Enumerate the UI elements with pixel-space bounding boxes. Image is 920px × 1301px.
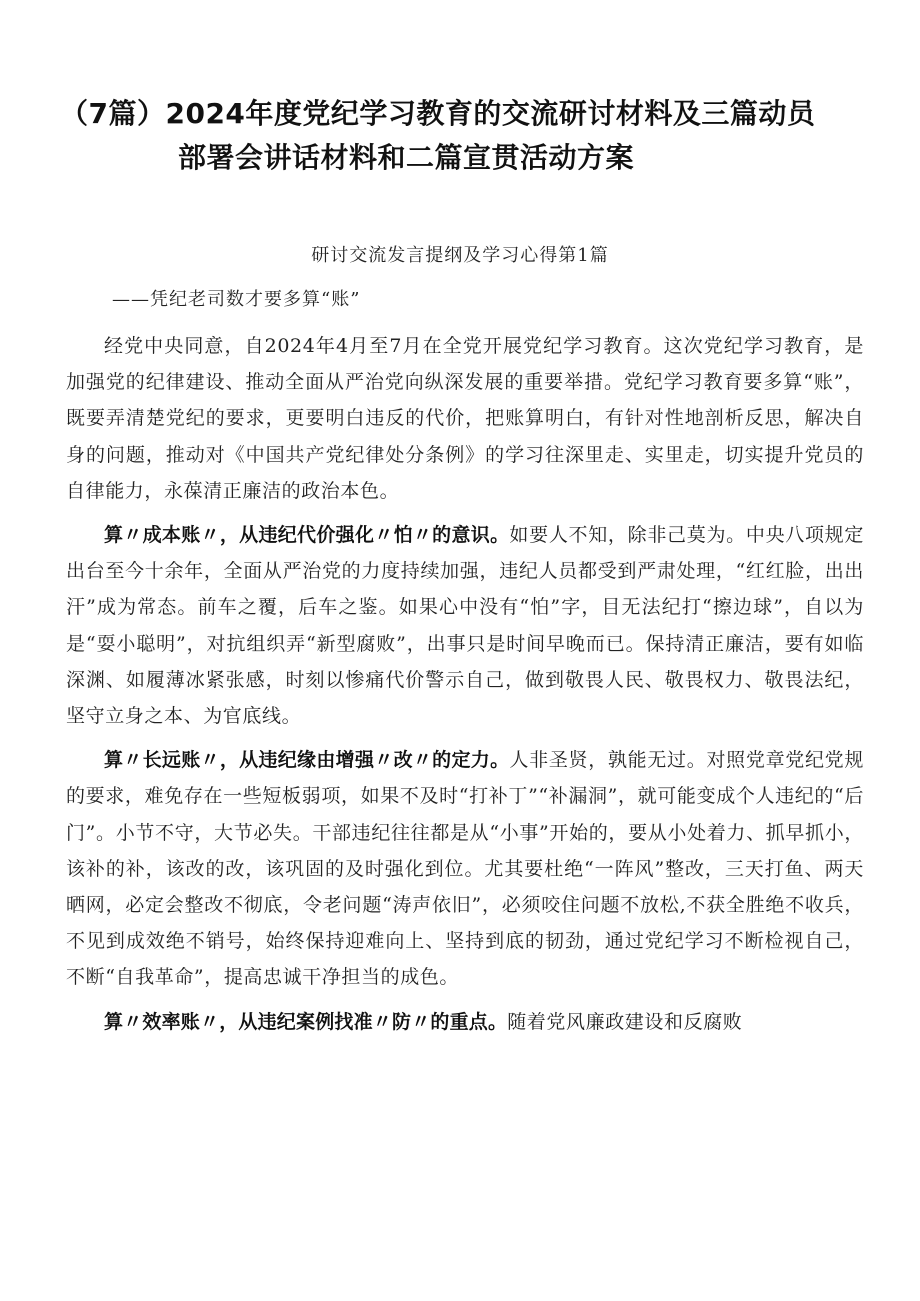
document-title-line-1: （7篇）2024年度党纪学习教育的交流研讨材料及三篇动员 bbox=[60, 97, 816, 130]
subtitle: ——凭纪老司数才要多算“账” bbox=[112, 289, 361, 310]
point-lead: 算〃长远账〃，从违纪缘由增强〃改〃的定力。 bbox=[104, 749, 510, 772]
document-title-line-2: 部署会讲话材料和二篇宣贯活动方案 bbox=[178, 141, 635, 174]
point-text: 随着党风廉政建设和反腐败 bbox=[507, 1010, 743, 1033]
point-text: 人非圣贤，孰能无过。对照党章党纪党规的要求，难免存在一些短板弱项，如果不及时“打补丁”“补漏洞”，就可能变成个人违纪的“后门”。小节不守，大节必失。干部违纪往往都是从“小事”开始的，要从小处着力、抓早抓小，该补的补，该改的改，该巩固的及时强化到位。尤其要杜绝“一阵风”整改，三天打鱼、两天晒网，必定会整改不彻底，令老问题“涛声依旧”，必须咬住问题不放松,不获全胜绝不收兵，不见到成效绝不销号，始终保持迎难向上、坚持到底的韧劲，通过党纪学习不断检视自己，不断“自我革命”，提高忠诚干净担当的成色。 bbox=[66, 749, 864, 989]
point-lead: 算〃效率账〃，从违纪案例找准〃防〃的重点。 bbox=[104, 1010, 508, 1033]
point-text: 如要人不知，除非己莫为。中央八项规定出台至今十余年，全面从严治党的力度持续加强，违纪人员都受到严肃处理，“红红脸，出出汗”成为常态。前车之覆，后车之鉴。如果心中没有“怕”字，目无法纪打“擦边球”，自以为是“耍小聪明”，对抗组织弄“新型腐败”，出事只是时间早晚而已。保持清正廉洁，要有如临深渊、如履薄冰紧张感，时刻以惨痛代价警示自己，做到敬畏人民、敬畏权力、敬畏法纪，坚守立身之本、为官底线。 bbox=[66, 524, 864, 728]
point-lead: 算〃成本账〃，从违纪代价强化〃怕〃的意识。 bbox=[104, 524, 510, 547]
body-text bbox=[66, 328, 864, 1040]
point-paragraph-efficiency bbox=[66, 1004, 864, 1040]
point-paragraph-longterm bbox=[66, 742, 864, 995]
document-title bbox=[60, 92, 870, 180]
intro-paragraph: 经党中央同意，自2024年4月至7月在全党开展党纪学习教育。这次党纪学习教育，是加强党的纪律建设、推动全面从严治党向纵深发展的重要举措。党纪学习教育要多算“账”，既要弄清楚党纪的要求，更要明白违反的代价，把账算明白，有针对性地剖析反思，解决自身的问题，推动对《中国共产党纪律处分条例》的学习往深里走、实里走，切实提升党员的自律能力，永葆清正廉洁的政治本色。 bbox=[66, 335, 864, 502]
point-paragraph-cost bbox=[66, 517, 864, 734]
section-heading: 研讨交流发言提纲及学习心得第1篇 bbox=[311, 245, 609, 266]
